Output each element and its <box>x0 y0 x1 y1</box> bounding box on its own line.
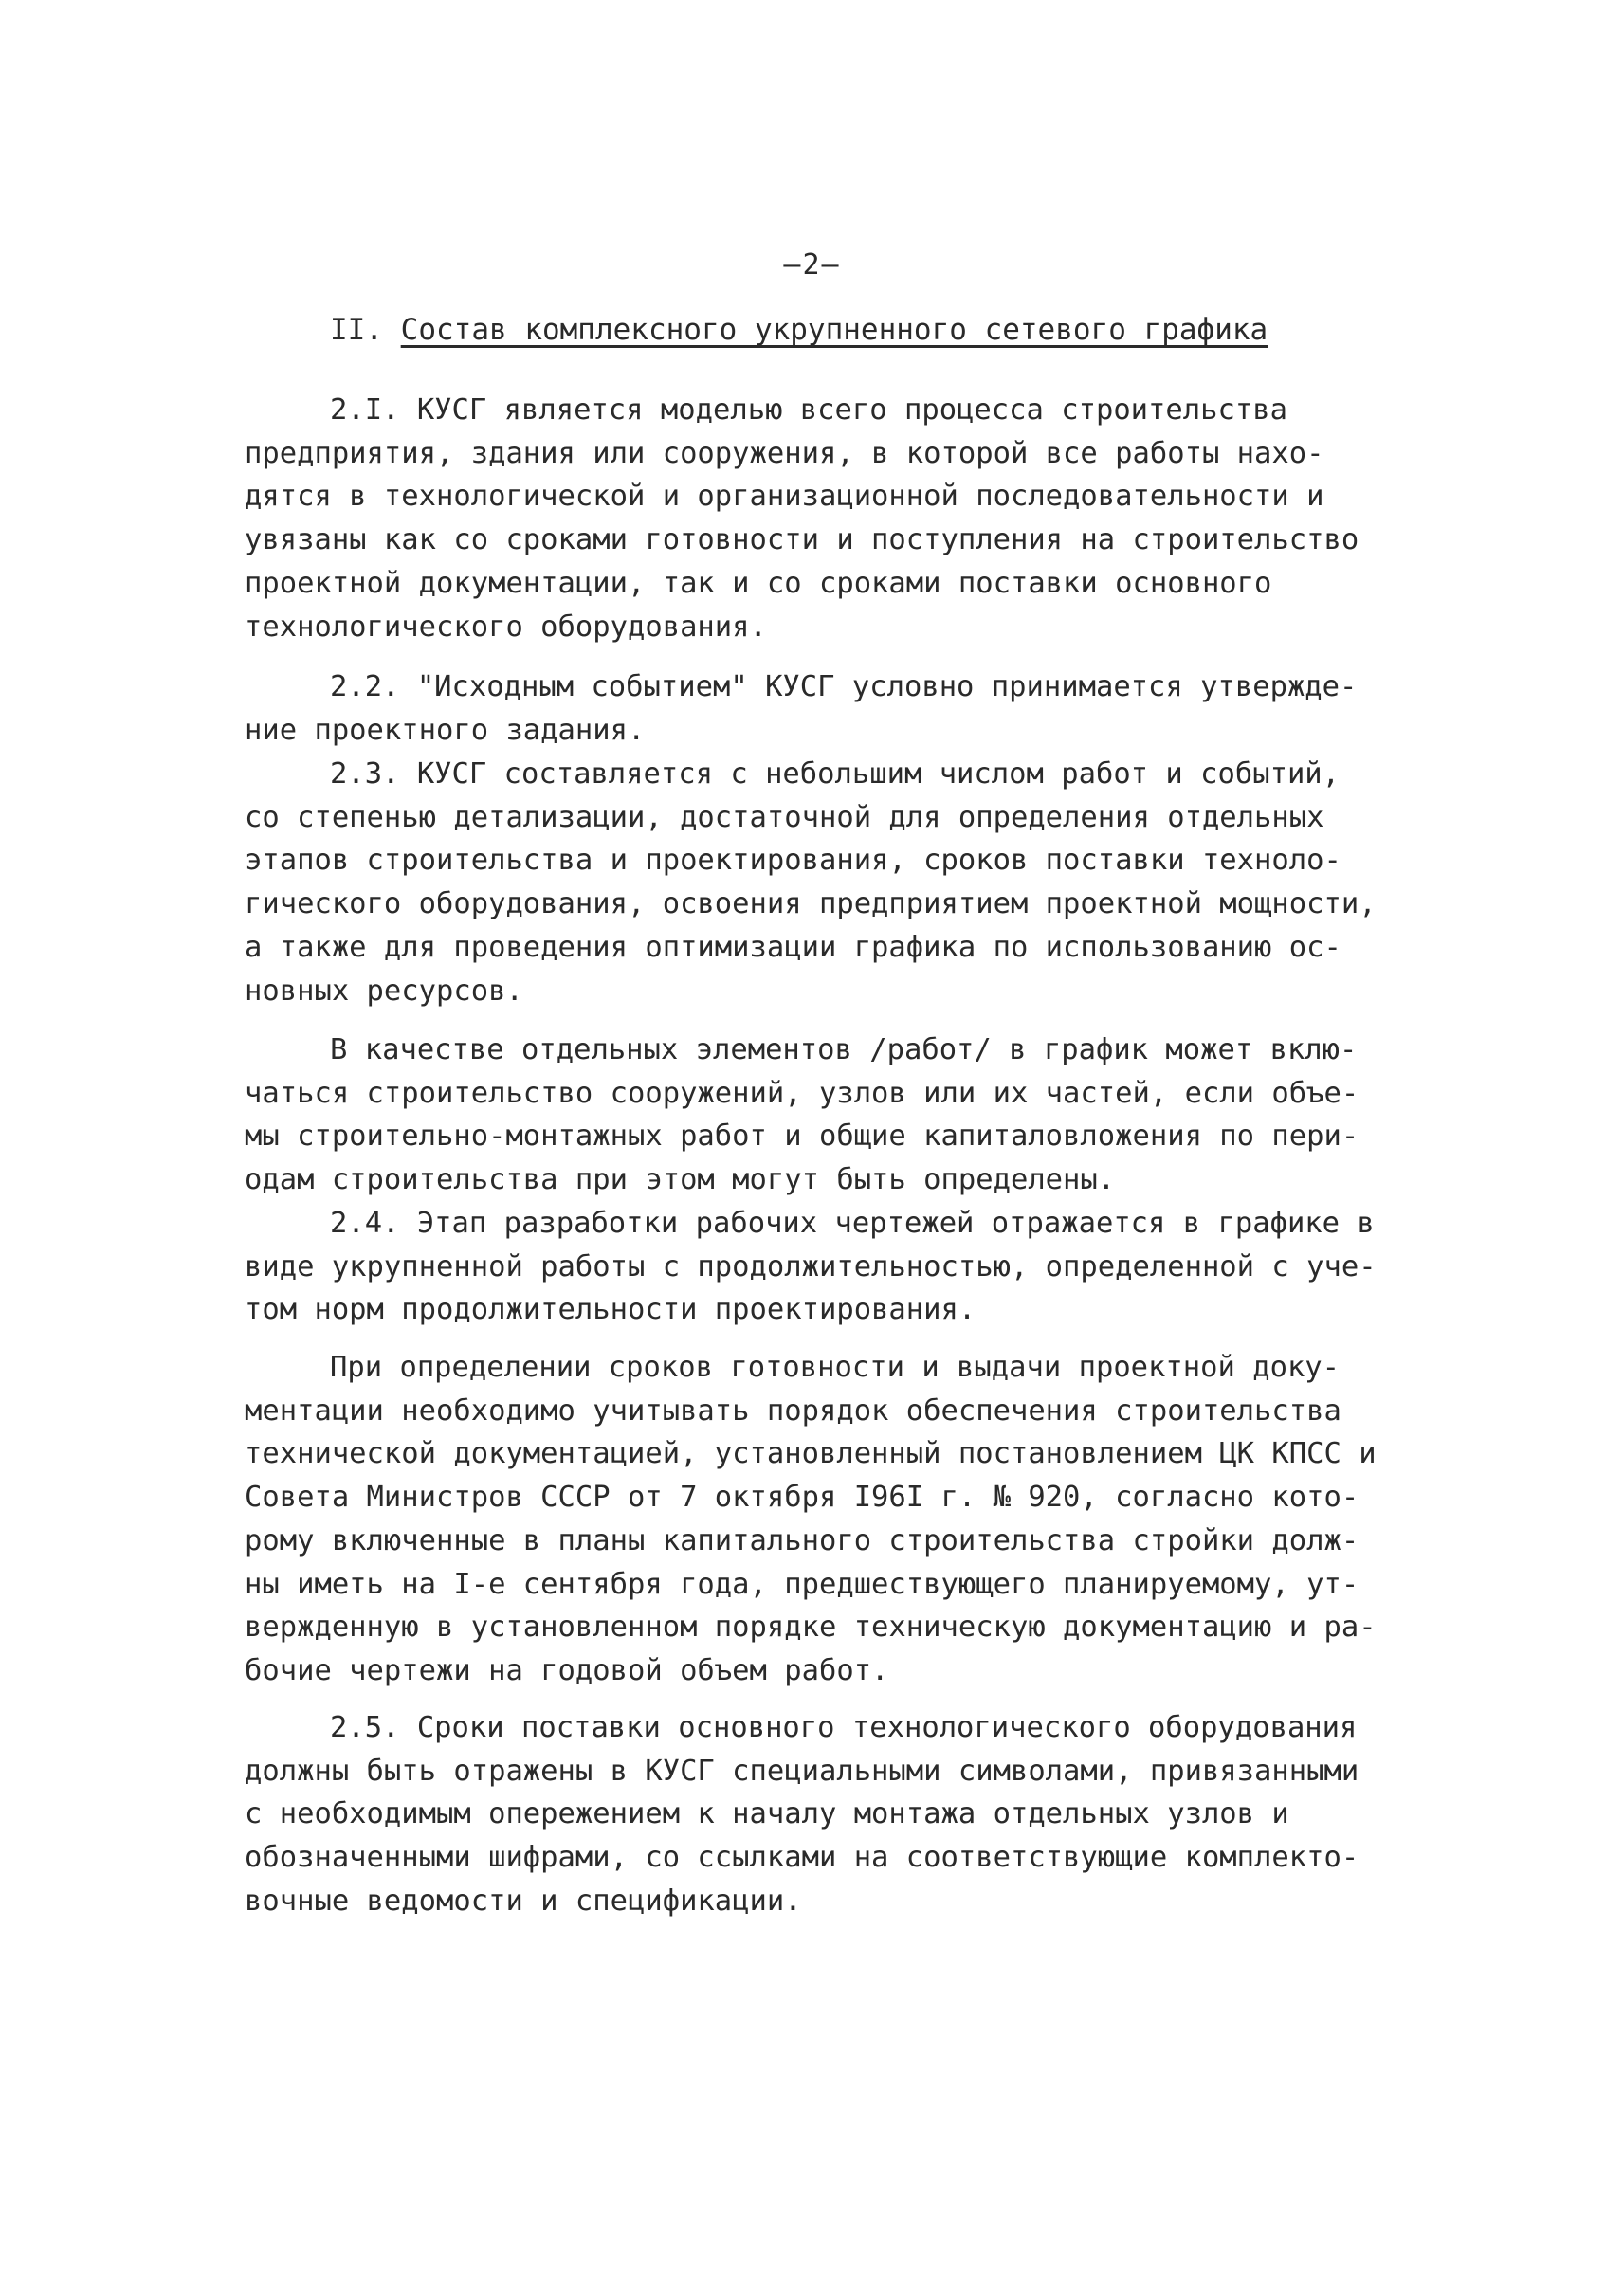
text-line: виде укрупненной работы с продолжительностью, определенной с уче- <box>245 1249 1377 1284</box>
paragraph-2-1 <box>245 389 1382 648</box>
paragraph-2-5 <box>245 1706 1382 1923</box>
text-line: дятся в технологической и организационной последовательности и <box>245 480 1324 514</box>
text-line: чаться строительство сооружений, узлов или их частей, если объе- <box>245 1076 1359 1110</box>
text-line: Совета Министров СССР от 7 октября I96I г. № 920, согласно кото- <box>245 1481 1359 1515</box>
text-line: рому включенные в планы капитального строительства стройки долж- <box>245 1523 1359 1557</box>
text-line: а также для проведения оптимизации графика по использованию ос- <box>245 930 1341 964</box>
text-line: В качестве отдельных элементов /работ/ в график может вклю- <box>330 1033 1358 1066</box>
text-line: одам строительства при этом могут быть определены. <box>245 1163 1116 1197</box>
text-line: с необходимым опережением к началу монтажа отдельных узлов и <box>245 1797 1289 1831</box>
section-numeral: II. <box>330 313 383 347</box>
paragraph-2-3 <box>245 753 1382 1012</box>
text-line: предприятия, здания или сооружения, в которой все работы нахо- <box>245 436 1324 470</box>
section-title: Состав комплексного укрупненного сетевого графика <box>400 313 1268 347</box>
text-line: 2.2. "Исходным событием" КУСГ условно принимается утвержде- <box>330 670 1358 703</box>
text-line: 2.I. КУСГ является моделью всего процесса строительства <box>330 393 1287 427</box>
text-line: ние проектного задания. <box>245 713 646 747</box>
text-line: том норм продолжительности проектирования. <box>245 1293 976 1327</box>
text-line: бочие чертежи на годовой объем работ. <box>245 1653 889 1687</box>
text-line: 2.4. Этап разработки рабочих чертежей отражается в графике в <box>330 1207 1375 1240</box>
paragraph-elements <box>245 1029 1382 1202</box>
text-line: При определении сроков готовности и выдачи проектной доку- <box>330 1351 1341 1384</box>
text-line: 2.3. КУСГ составляется с небольшим числом работ и событий, <box>330 757 1341 791</box>
text-line: этапов строительства и проектирования, сроков поставки техноло- <box>245 844 1341 878</box>
text-line: вержденную в установленном порядке техническую документацию и ра- <box>245 1611 1377 1645</box>
text-line: обозначенными шифрами, со ссылками на соответствующие комплекто- <box>245 1841 1359 1875</box>
paragraph-2-2 <box>245 665 1382 752</box>
text-line: технологического оборудования. <box>245 610 767 644</box>
text-line: проектной документации, так и со сроками поставки основного <box>245 566 1272 600</box>
page-number: —2— <box>783 248 841 282</box>
text-line: вочные ведомости и спецификации. <box>245 1884 802 1918</box>
text-line: ментации необходимо учитывать порядок обеспечения строительства <box>245 1393 1341 1428</box>
text-line: новных ресурсов. <box>245 974 523 1008</box>
text-line: технической документацией, установленный постановлением ЦК КПСС и <box>245 1437 1377 1471</box>
text-line: мы строительно-монтажных работ и общие капиталовложения по пери- <box>245 1120 1359 1154</box>
text-line: гического оборудования, освоения предприятием проектной мощности, <box>245 887 1377 921</box>
text-line: 2.5. Сроки поставки основного технологического оборудования <box>330 1711 1358 1744</box>
text-line: ны иметь на I-е сентября года, предшествующего планируемому, ут- <box>245 1567 1359 1601</box>
section-heading <box>330 313 1268 347</box>
text-line: должны быть отражены в КУСГ специальными символами, привязанными <box>245 1754 1359 1788</box>
paragraph-2-4 <box>245 1202 1382 1332</box>
text-line: увязаны как со сроками готовности и поступления на строительство <box>245 523 1359 557</box>
paragraph-deadlines <box>245 1346 1382 1693</box>
text-line: со степенью детализации, достаточной для определения отдельных <box>245 800 1324 834</box>
